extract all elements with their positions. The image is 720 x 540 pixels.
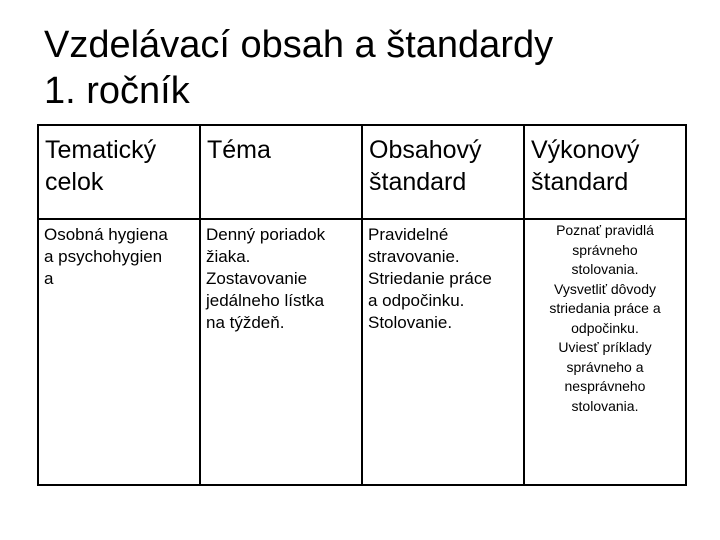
standards-table [37, 124, 687, 486]
cell-line: Osobná hygiena [44, 225, 168, 244]
cell-topic [200, 219, 362, 485]
cell-line: Vysvetliť dôvody [554, 280, 656, 297]
header-line: Obsahový [369, 136, 482, 164]
slide-title [44, 22, 684, 114]
table-header-row [38, 125, 686, 219]
slide-title-line-2: 1. ročník [44, 70, 190, 112]
table-row [38, 219, 686, 485]
cell-line: stravovanie. [368, 247, 460, 266]
cell-line: Pravidelné [368, 225, 449, 244]
header-line: Výkonový [531, 136, 640, 164]
header-thematic-unit [38, 125, 200, 219]
cell-line: Uviesť príklady [558, 339, 652, 355]
header-line: štandard [369, 168, 467, 196]
cell-line: stolovania. [571, 397, 639, 414]
cell-line: striedania práce a [549, 300, 661, 316]
cell-line: Stolovanie. [368, 313, 453, 332]
cell-line: a [44, 269, 54, 288]
cell-line: nesprávneho [564, 378, 646, 394]
cell-performance-standard [524, 219, 686, 485]
header-line: štandard [531, 168, 629, 196]
cell-line: Zostavovanie [206, 269, 308, 288]
cell-thematic-unit [38, 219, 200, 485]
cell-line: Striedanie práce [368, 269, 492, 288]
cell-line: jedálneho lístka [206, 291, 325, 310]
cell-line: Denný poriadok [206, 225, 326, 244]
cell-line: žiaka. [206, 247, 251, 266]
slide-title-line-1: Vzdelávací obsah a štandardy [44, 24, 554, 66]
cell-line: správneho [572, 241, 638, 258]
cell-line: Poznať pravidlá [556, 222, 654, 238]
header-line: celok [45, 168, 104, 196]
cell-line: odpočinku. [571, 319, 639, 336]
cell-line: a odpočinku. [368, 291, 465, 310]
header-content-standard [362, 125, 524, 219]
cell-line: a psychohygien [44, 247, 163, 266]
cell-line: stolovania. [571, 261, 639, 277]
cell-line: správneho a [566, 358, 644, 375]
cell-line: na týždeň. [206, 313, 285, 332]
header-topic [200, 125, 362, 219]
header-line: Téma [207, 136, 271, 164]
header-performance-standard [524, 125, 686, 219]
header-line: Tematický [45, 136, 157, 164]
cell-content-standard [362, 219, 524, 485]
